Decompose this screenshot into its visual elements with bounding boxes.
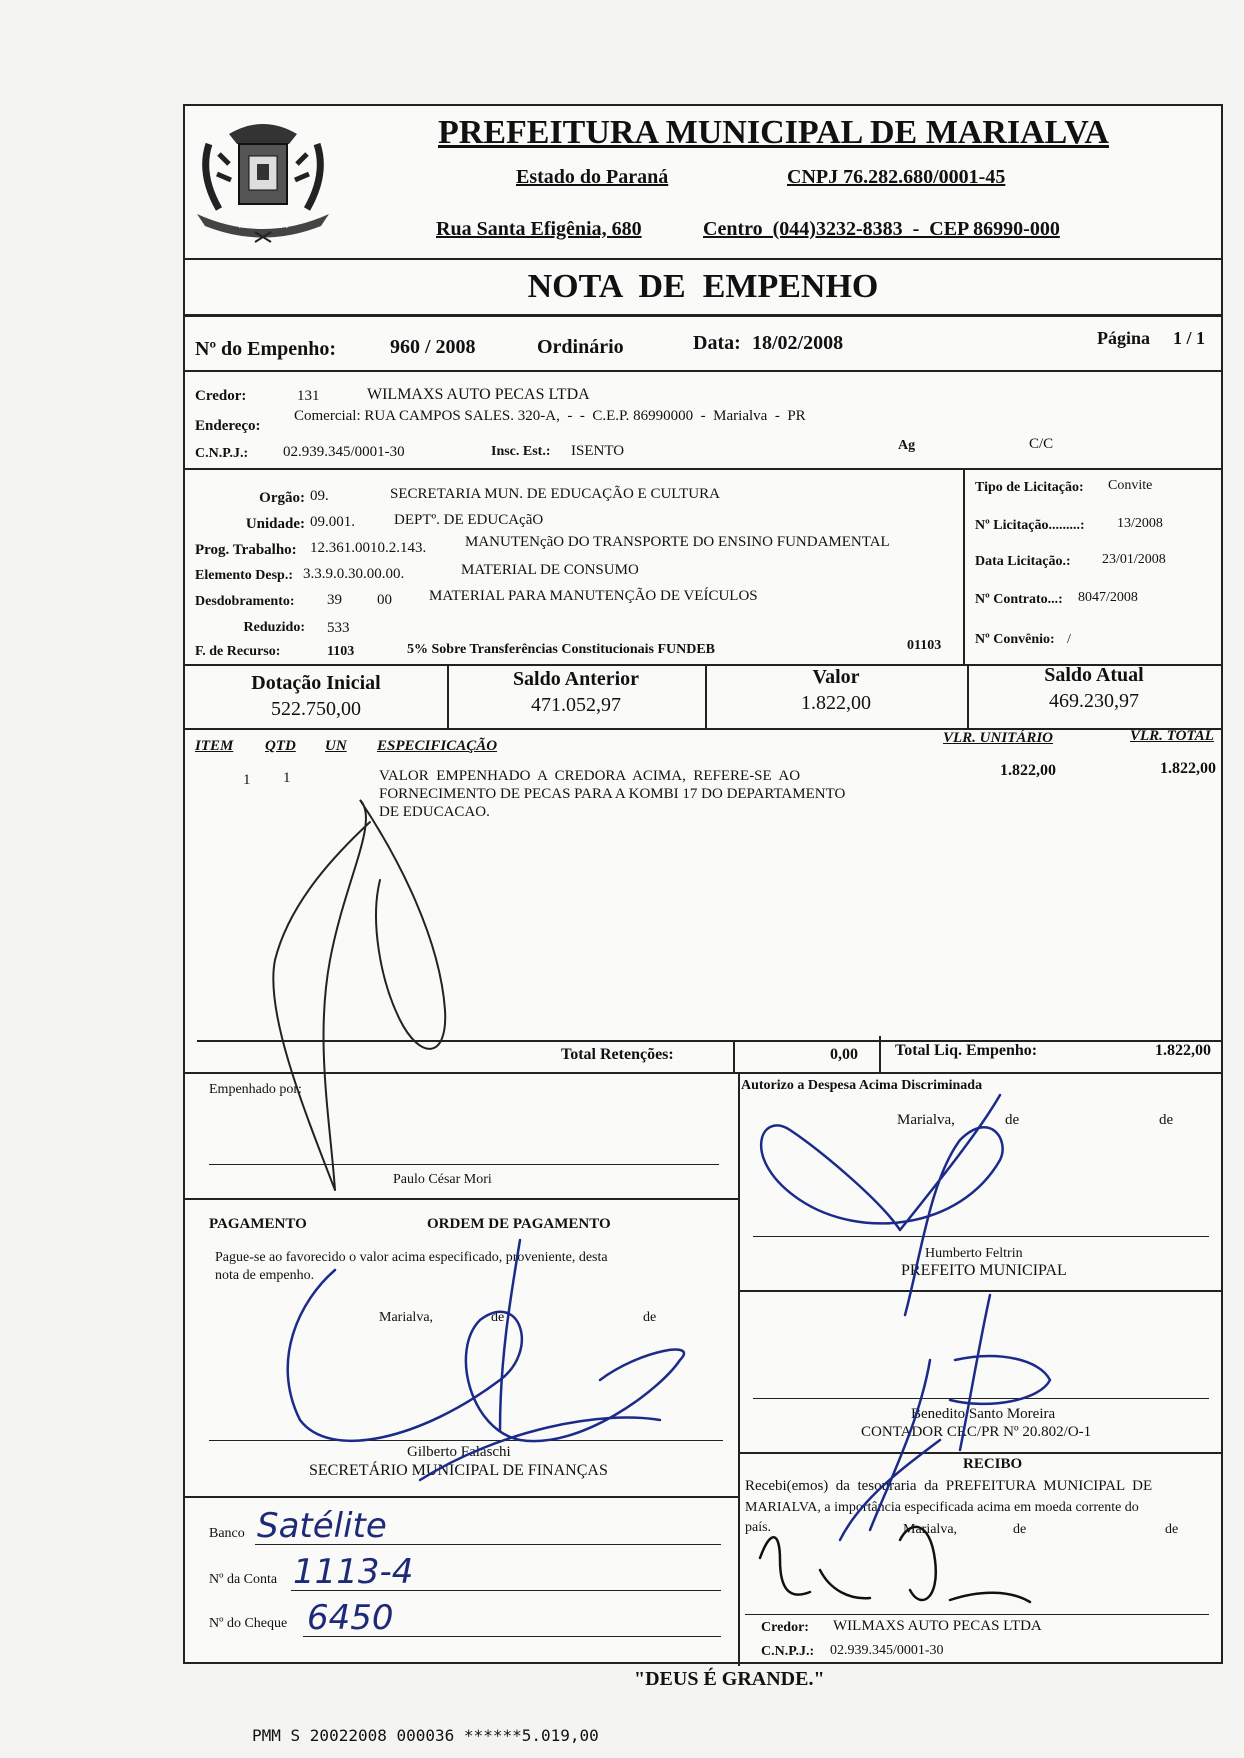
recibo-de-1: de xyxy=(1013,1522,1027,1537)
credor-cnpj-label: C.N.P.J.: xyxy=(195,446,249,461)
credor-cc-label: C/C xyxy=(1029,436,1054,452)
saldo-atual-value: 469.230,97 xyxy=(1049,690,1139,712)
num-licitacao: 13/2008 xyxy=(1117,516,1163,531)
elemento-name: MATERIAL DE CONSUMO xyxy=(461,562,639,578)
empenho-number: 960 / 2008 xyxy=(390,336,476,358)
recurso-code: 1103 xyxy=(327,644,355,659)
secretario-role: SECRETÁRIO MUNICIPAL DE FINANÇAS xyxy=(309,1462,608,1479)
item-spec-line1: VALOR EMPENHADO A CREDORA ACIMA, REFERE-SE AO xyxy=(379,768,801,784)
footer-motto: "DEUS É GRANDE." xyxy=(634,1668,825,1690)
contador-role: CONTADOR CRC/PR Nº 20.802/O-1 xyxy=(861,1424,1092,1440)
empenho-date-label: Data: xyxy=(693,332,741,354)
total-retencoes-label: Total Retenções: xyxy=(561,1046,674,1063)
ordem-pagamento-label: ORDEM DE PAGAMENTO xyxy=(427,1216,611,1232)
convenio: / xyxy=(1067,632,1071,647)
valor-value: 1.822,00 xyxy=(801,692,871,714)
reduzido-value: 533 xyxy=(327,620,350,636)
unit-col-header: VLR. UNITÁRIO xyxy=(943,730,1054,746)
conta-label: Nº da Conta xyxy=(209,1572,278,1587)
orgao-name: SECRETARIA MUN. DE EDUCAÇÃO E CULTURA xyxy=(390,486,720,502)
credor-address-label: Endereço: xyxy=(195,418,261,434)
credor-code: 131 xyxy=(297,388,320,404)
total-col-header: VLR. TOTAL xyxy=(1130,728,1214,744)
svg-text:MARIALVA: MARIALVA xyxy=(238,220,288,231)
contador-name: Benedito Santo Moreira xyxy=(911,1406,1056,1422)
desdobramento-code: 39 xyxy=(327,592,342,608)
municipality-cnpj: CNPJ 76.282.680/0001-45 xyxy=(787,166,1006,188)
recurso-label: F. de Recurso: xyxy=(195,644,281,659)
state-name: Estado do Paraná xyxy=(516,166,669,188)
prog-trabalho-name: MANUTENçãO DO TRANSPORTE DO ENSINO FUNDAMENTAL xyxy=(465,534,890,550)
recibo-credor-label: Credor: xyxy=(761,1620,809,1635)
qtd-col-header: QTD xyxy=(265,738,296,754)
recibo-label: RECIBO xyxy=(963,1456,1023,1472)
recibo-cnpj: 02.939.345/0001-30 xyxy=(830,1643,944,1658)
nota-de-empenho-form xyxy=(183,104,1223,1664)
recibo-cnpj-label: C.N.P.J.: xyxy=(761,1644,815,1659)
recurso-name: 5% Sobre Transferências Constitucionais FUNDEB xyxy=(407,642,716,657)
conta-value: 1113-4 xyxy=(293,1552,414,1592)
cheque-value: 6450 xyxy=(307,1598,394,1638)
autorizo-label: Autorizo a Despesa Acima Discriminada xyxy=(741,1078,983,1093)
item-total-value: 1.822,00 xyxy=(1160,760,1216,777)
item-qtd: 1 xyxy=(283,770,291,786)
recibo-de-2: de xyxy=(1165,1522,1179,1537)
contrato: 8047/2008 xyxy=(1078,590,1138,605)
item-spec-line2: FORNECIMENTO DE PECAS PARA A KOMBI 17 DO DEPARTAMENTO xyxy=(379,786,846,802)
credor-name: WILMAXS AUTO PECAS LTDA xyxy=(367,386,590,403)
item-col-header: ITEM xyxy=(195,738,234,754)
municipality-address: Centro (044)3232-8383 - CEP 86990-000 xyxy=(703,218,1060,240)
un-col-header: UN xyxy=(325,738,347,754)
credor-address: Comercial: RUA CAMPOS SALES. 320-A, - - C.E.P. 86990000 - Marialva - PR xyxy=(294,408,806,424)
espec-col-header: ESPECIFICAÇÃO xyxy=(377,738,498,754)
item-number: 1 xyxy=(243,772,251,788)
autorizo-de-1: de xyxy=(1005,1112,1020,1128)
unidade-label: Unidade: xyxy=(245,516,305,532)
orgao-label: Orgão: xyxy=(259,490,305,506)
unidade-code: 09.001. xyxy=(310,514,355,530)
prog-trabalho-code: 12.361.0010.2.143. xyxy=(310,540,427,556)
elemento-label: Elemento Desp.: xyxy=(195,568,293,583)
empenhado-por-name: Paulo César Mori xyxy=(393,1172,492,1187)
pagamento-de-2: de xyxy=(643,1310,657,1325)
item-spec-line3: DE EDUCACAO. xyxy=(379,804,490,820)
desdobramento-name: MATERIAL PARA MANUTENÇÃO DE VEÍCULOS xyxy=(429,588,758,604)
pagamento-text-line1: Pague-se ao favorecido o valor acima especificado, proveniente, desta xyxy=(215,1250,608,1265)
prefeito-role: PREFEITO MUNICIPAL xyxy=(901,1262,1067,1279)
total-liquido-label: Total Liq. Empenho: xyxy=(895,1042,1038,1059)
credor-insc-label: Insc. Est.: xyxy=(491,444,551,459)
pagamento-de-1: de xyxy=(491,1310,505,1325)
municipal-coat-of-arms-icon xyxy=(189,114,337,244)
recurso-extra: 01103 xyxy=(907,638,942,653)
empenho-date: 18/02/2008 xyxy=(752,332,844,354)
empenhado-por-label: Empenhado por: xyxy=(209,1082,302,1097)
saldo-anterior-value: 471.052,97 xyxy=(531,694,621,716)
desdobramento-label: Desdobramento: xyxy=(195,594,295,609)
data-licitacao: 23/01/2008 xyxy=(1102,552,1166,567)
num-licitacao-label: Nº Licitação.........: xyxy=(975,518,1085,533)
tipo-licitacao-label: Tipo de Licitação: xyxy=(975,480,1084,495)
recibo-text-line3: país. xyxy=(745,1520,772,1535)
credor-label: Credor: xyxy=(195,388,247,404)
dotacao-inicial-value: 522.750,00 xyxy=(271,698,361,720)
unidade-name: DEPTº. DE EDUCAçãO xyxy=(394,512,544,528)
pagamento-place: Marialva, xyxy=(379,1310,434,1325)
recibo-text-line1: Recebi(emos) da tesouraria da PREFEITURA MUNICIPAL DE xyxy=(745,1478,1153,1494)
document-title: NOTA DE EMPENHO xyxy=(527,268,879,305)
elemento-code: 3.3.9.0.30.00.00. xyxy=(303,566,405,582)
tipo-licitacao: Convite xyxy=(1108,478,1153,493)
total-retencoes-value: 0,00 xyxy=(830,1046,858,1063)
empenho-type: Ordinário xyxy=(537,336,624,358)
recibo-credor-name: WILMAXS AUTO PECAS LTDA xyxy=(833,1618,1042,1634)
pagamento-label: PAGAMENTO xyxy=(209,1216,307,1232)
autorizo-de-2: de xyxy=(1159,1112,1174,1128)
municipality-street: Rua Santa Efigênia, 680 xyxy=(436,218,642,240)
valor-label: Valor xyxy=(812,666,860,688)
banco-value: Satélite xyxy=(257,1506,387,1546)
saldo-anterior-label: Saldo Anterior xyxy=(512,668,640,690)
secretario-name: Gilberto Falaschi xyxy=(407,1444,511,1460)
desdobramento-sub: 00 xyxy=(377,592,392,608)
footer-stamp: PMM S 20022008 000036 ******5.019,00 xyxy=(252,1726,599,1745)
cheque-label: Nº do Cheque xyxy=(209,1616,288,1631)
page-number: 1 / 1 xyxy=(1173,328,1206,348)
total-liquido-value: 1.822,00 xyxy=(1155,1042,1211,1059)
convenio-label: Nº Convênio: xyxy=(975,632,1055,647)
banco-label: Banco xyxy=(209,1526,245,1541)
credor-cnpj: 02.939.345/0001-30 xyxy=(283,444,405,460)
municipality-title: PREFEITURA MUNICIPAL DE MARIALVA xyxy=(438,114,1109,151)
data-licitacao-label: Data Licitação.: xyxy=(975,554,1071,569)
contrato-label: Nº Contrato...: xyxy=(975,592,1063,607)
prefeito-name: Humberto Feltrin xyxy=(925,1246,1023,1261)
page-label: Página xyxy=(1097,328,1151,348)
credor-ag-label: Ag xyxy=(898,438,916,453)
credor-insc: ISENTO xyxy=(571,443,625,459)
recibo-place: Marialva, xyxy=(903,1522,958,1537)
dotacao-inicial-label: Dotação Inicial xyxy=(251,672,381,694)
item-unit-value: 1.822,00 xyxy=(1000,762,1056,779)
prog-trabalho-label: Prog. Trabalho: xyxy=(195,542,297,558)
empenho-number-label: Nº do Empenho: xyxy=(195,338,337,360)
reduzido-label: Reduzido: xyxy=(243,620,305,635)
orgao-code: 09. xyxy=(310,488,329,504)
autorizo-place: Marialva, xyxy=(897,1112,955,1128)
recibo-text-line2: MARIALVA, a importância especificada acima em moeda corrente do xyxy=(745,1500,1139,1515)
pagamento-text-line2: nota de empenho. xyxy=(215,1268,315,1283)
saldo-atual-label: Saldo Atual xyxy=(1044,664,1144,686)
